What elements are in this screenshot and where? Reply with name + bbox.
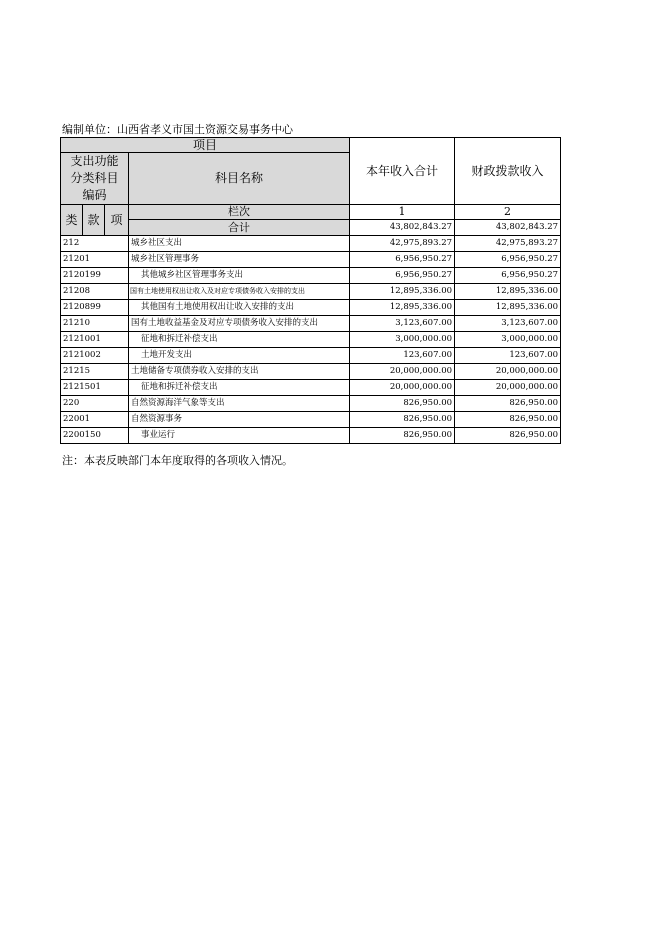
row-code: 21208 — [61, 284, 129, 300]
row-code: 2121001 — [61, 332, 129, 348]
row-code: 21215 — [61, 364, 129, 380]
row-code: 2120199 — [61, 268, 129, 284]
table-row — [61, 332, 561, 348]
col-income-total-header: 本年收入合计 — [350, 138, 455, 205]
row-income: 12,895,336.00 — [350, 284, 455, 300]
table-row — [61, 284, 561, 300]
row-income: 3,123,607.00 — [350, 316, 455, 332]
header-row-lanci — [61, 205, 561, 220]
row-income: 826,950.00 — [350, 428, 455, 444]
row-code: 22001 — [61, 412, 129, 428]
row-name: 国有土地收益基金及对应专项债务收入安排的支出 — [129, 316, 350, 332]
row-fiscal: 826,950.00 — [455, 428, 561, 444]
row-income: 12,895,336.00 — [350, 300, 455, 316]
row-name: 征地和拆迁补偿支出 — [129, 332, 350, 348]
row-income: 20,000,000.00 — [350, 380, 455, 396]
row-name: 国有土地使用权出让收入及对应专项债务收入安排的支出 — [129, 284, 350, 300]
row-name: 自然资源海洋气象等支出 — [129, 396, 350, 412]
row-fiscal: 12,895,336.00 — [455, 284, 561, 300]
col-fiscal-header: 财政拨款收入 — [455, 138, 561, 205]
total-label: 合计 — [129, 220, 350, 236]
row-fiscal: 3,123,607.00 — [455, 316, 561, 332]
row-income: 6,956,950.27 — [350, 252, 455, 268]
row-fiscal: 12,895,336.00 — [455, 300, 561, 316]
table-row — [61, 300, 561, 316]
row-fiscal: 42,975,893.27 — [455, 236, 561, 252]
income-summary-table — [60, 137, 561, 444]
row-name: 自然资源事务 — [129, 412, 350, 428]
row-fiscal: 826,950.00 — [455, 412, 561, 428]
code-group-header: 支出功能分类科目编码 — [61, 153, 129, 205]
header-row-project — [61, 138, 561, 153]
col1-number: 1 — [350, 205, 455, 220]
col2-number: 2 — [455, 205, 561, 220]
row-name: 其他国有土地使用权出让收入安排的支出 — [129, 300, 350, 316]
row-name: 土地储备专项债券收入安排的支出 — [129, 364, 350, 380]
row-income: 6,956,950.27 — [350, 268, 455, 284]
table-row — [61, 236, 561, 252]
row-name: 其他城乡社区管理事务支出 — [129, 268, 350, 284]
table-row — [61, 396, 561, 412]
row-income: 123,607.00 — [350, 348, 455, 364]
row-code: 21210 — [61, 316, 129, 332]
row-fiscal: 6,956,950.27 — [455, 252, 561, 268]
row-name: 土地开发支出 — [129, 348, 350, 364]
row-code: 2120899 — [61, 300, 129, 316]
row-code: 2121501 — [61, 380, 129, 396]
row-code: 2200150 — [61, 428, 129, 444]
row-income: 3,000,000.00 — [350, 332, 455, 348]
table-row — [61, 364, 561, 380]
row-income: 826,950.00 — [350, 396, 455, 412]
total-fiscal: 43,802,843.27 — [455, 220, 561, 236]
row-fiscal: 123,607.00 — [455, 348, 561, 364]
table-note: 注：本表反映部门本年度取得的各项收入情况。 — [62, 454, 293, 467]
row-code: 21201 — [61, 252, 129, 268]
row-code: 220 — [61, 396, 129, 412]
row-code: 212 — [61, 236, 129, 252]
row-income: 826,950.00 — [350, 412, 455, 428]
row-fiscal: 20,000,000.00 — [455, 364, 561, 380]
row-name: 城乡社区管理事务 — [129, 252, 350, 268]
xiang-header: 项 — [105, 205, 129, 236]
table-row — [61, 380, 561, 396]
table-row — [61, 348, 561, 364]
table-row — [61, 316, 561, 332]
table-row — [61, 428, 561, 444]
table-row — [61, 268, 561, 284]
lanci-header: 栏次 — [129, 205, 350, 220]
total-income: 43,802,843.27 — [350, 220, 455, 236]
row-fiscal: 3,000,000.00 — [455, 332, 561, 348]
kuan-header: 款 — [83, 205, 105, 236]
row-code: 2121002 — [61, 348, 129, 364]
row-fiscal: 20,000,000.00 — [455, 380, 561, 396]
project-header: 项目 — [61, 138, 350, 153]
reporting-unit: 编制单位：山西省孝义市国土资源交易事务中心 — [62, 123, 293, 136]
total-row — [61, 220, 561, 236]
row-name: 征地和拆迁补偿支出 — [129, 380, 350, 396]
row-fiscal: 826,950.00 — [455, 396, 561, 412]
row-income: 42,975,893.27 — [350, 236, 455, 252]
row-fiscal: 6,956,950.27 — [455, 268, 561, 284]
lei-header: 类 — [61, 205, 83, 236]
row-name: 事业运行 — [129, 428, 350, 444]
row-name: 城乡社区支出 — [129, 236, 350, 252]
subject-name-header: 科目名称 — [129, 153, 350, 205]
row-income: 20,000,000.00 — [350, 364, 455, 380]
table-row — [61, 252, 561, 268]
table-row — [61, 412, 561, 428]
